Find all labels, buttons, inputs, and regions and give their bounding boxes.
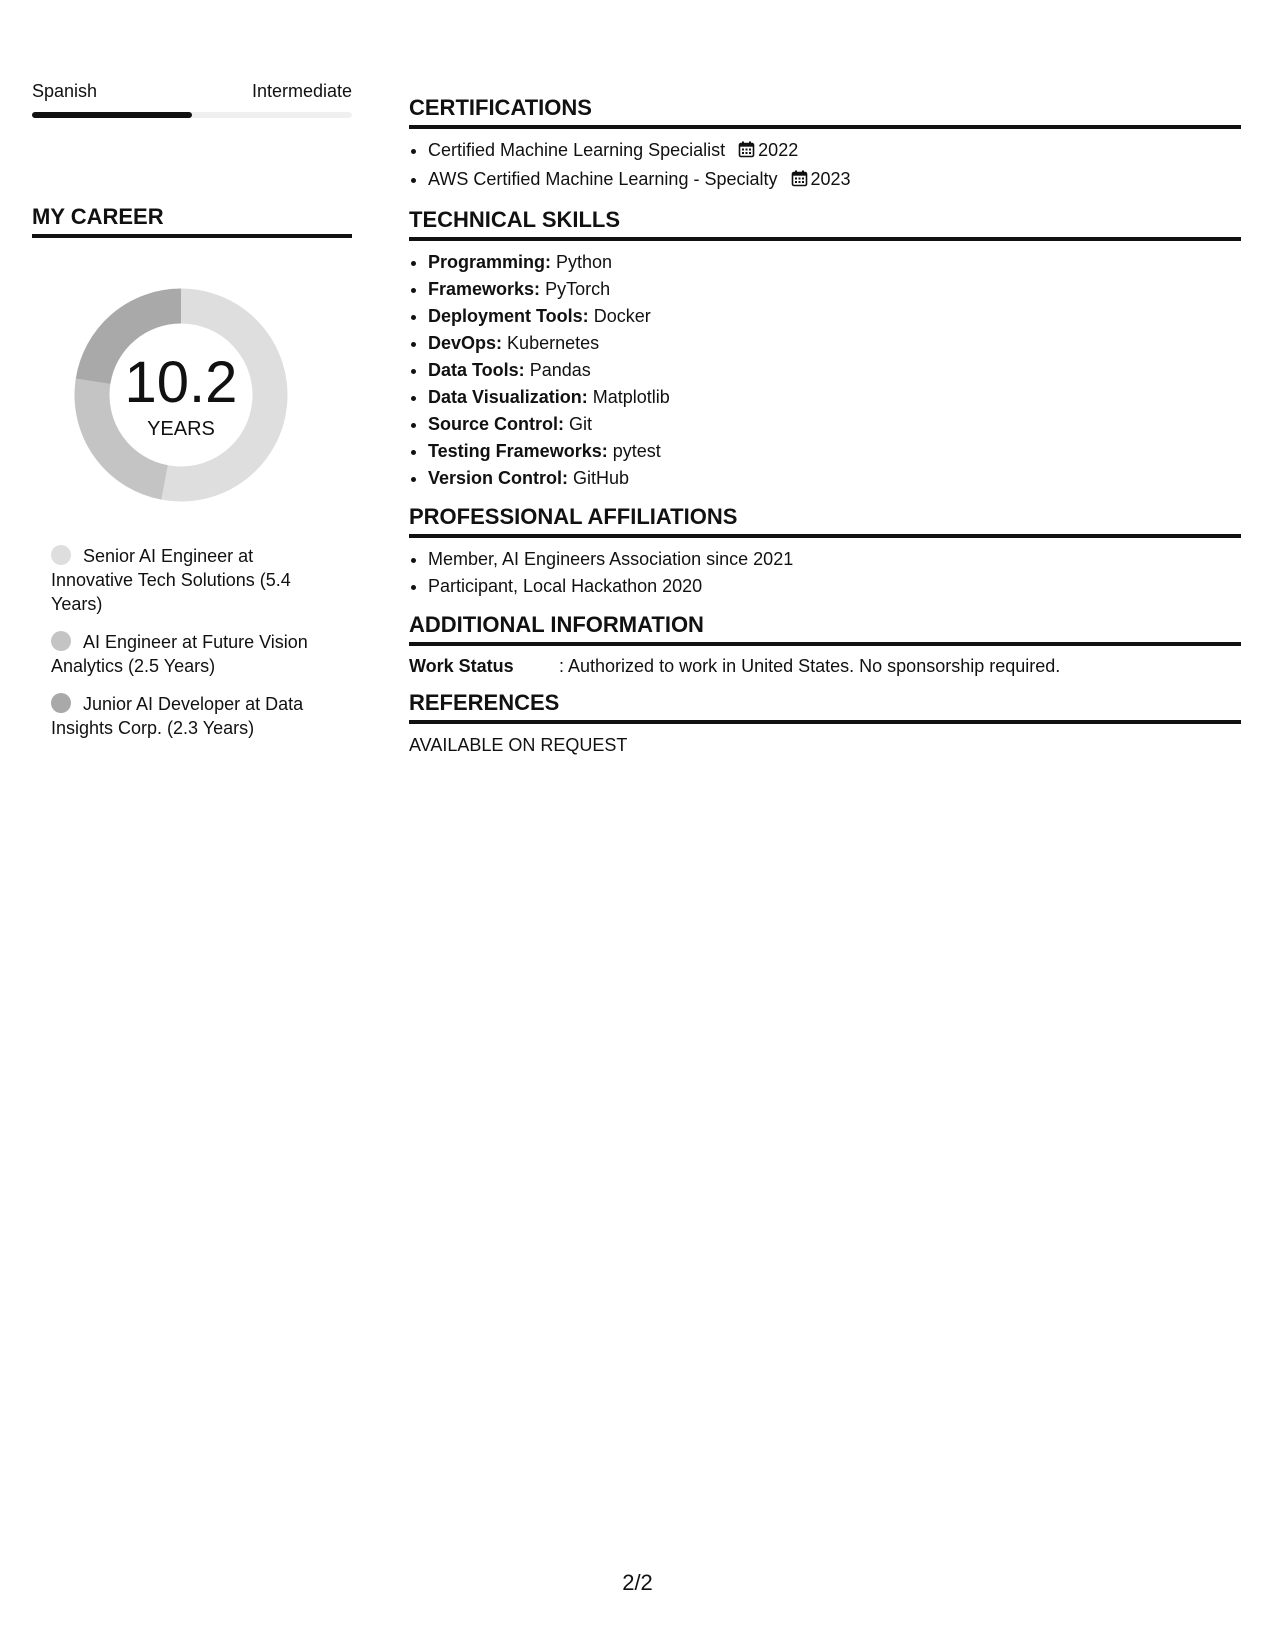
calendar-icon bbox=[791, 168, 808, 195]
language-progress-fill bbox=[32, 112, 192, 118]
skill-item bbox=[428, 465, 1241, 492]
skill-label: Source Control: bbox=[428, 414, 565, 434]
skill-item bbox=[428, 384, 1241, 411]
skill-value: Docker bbox=[593, 306, 651, 326]
additional-info-heading: ADDITIONAL INFORMATION bbox=[409, 612, 1241, 646]
skill-item bbox=[428, 330, 1241, 357]
skill-value: GitHub bbox=[573, 468, 630, 488]
calendar-icon bbox=[738, 139, 755, 166]
legend-dot bbox=[51, 631, 71, 651]
right-column bbox=[409, 95, 1241, 757]
skill-label: Deployment Tools: bbox=[428, 306, 589, 326]
skills-heading: TECHNICAL SKILLS bbox=[409, 207, 1241, 241]
legend-dot bbox=[51, 693, 71, 713]
language-name: Spanish bbox=[32, 81, 98, 101]
skill-label: Version Control: bbox=[428, 468, 569, 488]
certification-item bbox=[428, 137, 1241, 166]
language-entry bbox=[32, 80, 352, 118]
career-legend-item bbox=[51, 630, 321, 678]
career-heading: MY CAREER bbox=[32, 204, 352, 238]
left-column bbox=[32, 80, 352, 754]
skill-value: pytest bbox=[612, 441, 661, 461]
skill-label: Data Tools: bbox=[428, 360, 525, 380]
career-role: Junior AI Developer at Data Insights Corp. (2.3 Years) bbox=[51, 694, 304, 738]
career-total-years: 10.2 bbox=[124, 350, 238, 415]
certifications-heading: CERTIFICATIONS bbox=[409, 95, 1241, 129]
certification-year: 2023 bbox=[810, 169, 851, 189]
page-number: 2/2 bbox=[622, 1570, 653, 1595]
career-role: Senior AI Engineer at Innovative Tech Solutions (5.4 Years) bbox=[51, 546, 291, 614]
skill-label: Data Visualization: bbox=[428, 387, 588, 407]
skill-label: Frameworks: bbox=[428, 279, 541, 299]
certification-year: 2022 bbox=[758, 140, 799, 160]
references-text: AVAILABLE ON REQUEST bbox=[409, 735, 628, 755]
affiliation-item: • Participant, Local Hackathon 2020 bbox=[428, 573, 1241, 600]
skill-label: Programming: bbox=[428, 252, 552, 272]
skill-item bbox=[428, 303, 1241, 330]
career-legend-item bbox=[51, 692, 321, 740]
career-donut-chart bbox=[66, 280, 296, 510]
skill-item bbox=[428, 276, 1241, 303]
skill-label: DevOps: bbox=[428, 333, 503, 353]
work-status-row bbox=[409, 654, 1241, 678]
career-years-unit: YEARS bbox=[147, 418, 215, 440]
certification-item bbox=[428, 166, 1241, 195]
references-heading: REFERENCES bbox=[409, 690, 1241, 724]
affiliation-item: • Member, AI Engineers Association since 2021 bbox=[428, 546, 1241, 573]
affiliations-list bbox=[409, 546, 1241, 600]
skill-value: Python bbox=[556, 252, 613, 272]
skill-item bbox=[428, 411, 1241, 438]
career-legend-item bbox=[51, 544, 321, 616]
legend-dot bbox=[51, 545, 71, 565]
certification-name: AWS Certified Machine Learning - Specialty bbox=[428, 169, 778, 189]
skill-item bbox=[428, 357, 1241, 384]
skill-item bbox=[428, 249, 1241, 276]
affiliations-heading: PROFESSIONAL AFFILIATIONS bbox=[409, 504, 1241, 538]
career-role: AI Engineer at Future Vision Analytics (2.5 Years) bbox=[51, 632, 308, 676]
skill-value: Pandas bbox=[529, 360, 591, 380]
skill-value: Matplotlib bbox=[592, 387, 670, 407]
work-status-label: Work Status bbox=[409, 656, 514, 676]
work-status-value: : Authorized to work in United States. No sponsorship required. bbox=[559, 656, 1061, 676]
skill-value: Kubernetes bbox=[507, 333, 600, 353]
career-legend bbox=[51, 544, 321, 740]
skill-label: Testing Frameworks: bbox=[428, 441, 608, 461]
skill-value: Git bbox=[569, 414, 593, 434]
skills-list bbox=[409, 249, 1241, 492]
certifications-list bbox=[409, 137, 1241, 195]
certification-name: Certified Machine Learning Specialist bbox=[428, 140, 726, 160]
language-level: Intermediate bbox=[251, 81, 352, 101]
skill-item bbox=[428, 438, 1241, 465]
language-progress-bar bbox=[32, 112, 352, 118]
skill-value: PyTorch bbox=[545, 279, 611, 299]
